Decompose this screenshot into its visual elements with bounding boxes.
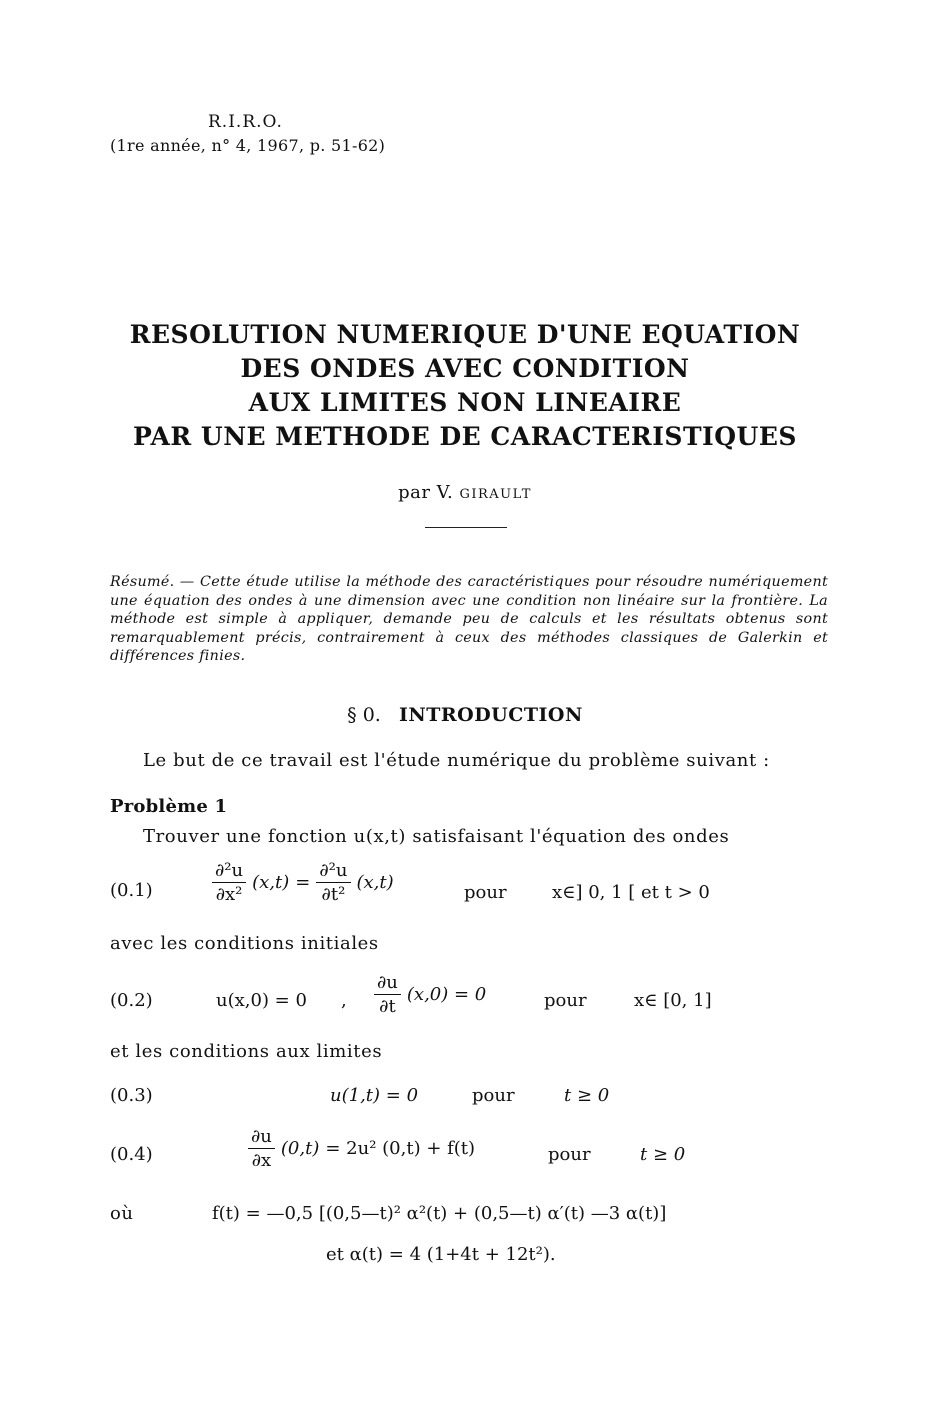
equation-0-2 bbox=[374, 972, 486, 1017]
eq-0-2-pour: pour bbox=[544, 990, 587, 1011]
equation-0-4 bbox=[248, 1126, 475, 1171]
author-line bbox=[0, 482, 930, 503]
problem-heading: Problème 1 bbox=[110, 796, 228, 817]
eq-0-1-rhs-arg: (x,t) bbox=[356, 872, 394, 893]
eq-0-2-domain: x∈ [0, 1] bbox=[634, 990, 712, 1011]
where-text: où bbox=[110, 1203, 134, 1224]
eq-0-2-arg: (x,0) = 0 bbox=[406, 984, 487, 1005]
initial-conditions-text: avec les conditions initiales bbox=[110, 933, 379, 954]
equation-0-1 bbox=[212, 860, 394, 905]
eq-0-3-expr: u(1,t) = 0 bbox=[330, 1085, 419, 1106]
eq-0-1-rhs-den: ∂t² bbox=[321, 884, 346, 905]
eq-0-4-pour: pour bbox=[548, 1144, 591, 1165]
journal-name: R.I.R.O. bbox=[208, 112, 283, 132]
problem-text: Trouver une fonction u(x,t) satisfaisant l'équation des ondes bbox=[143, 826, 730, 847]
eq-0-3-pour: pour bbox=[472, 1085, 515, 1106]
eq-0-1-pour: pour bbox=[464, 882, 507, 903]
alpha-definition: et α(t) = 4 (1+4t + 12t²). bbox=[326, 1244, 556, 1265]
eq-0-2-part1: u(x,0) = 0 bbox=[216, 990, 307, 1011]
title-line-1: RESOLUTION NUMERIQUE D'UNE EQUATION bbox=[129, 320, 801, 349]
eq-0-4-rhs: = 2u² (0,t) + f(t) bbox=[325, 1138, 476, 1159]
divider bbox=[425, 527, 507, 528]
title-line-3: AUX LIMITES NON LINEAIRE bbox=[248, 388, 682, 417]
abstract bbox=[110, 573, 828, 666]
eq-0-1-rhs-num: ∂²u bbox=[316, 860, 350, 883]
author-name: GIRAULT bbox=[459, 487, 532, 502]
intro-paragraph: Le but de ce travail est l'étude numérique du problème suivant : bbox=[143, 750, 770, 771]
eq-0-2-comma: , bbox=[341, 990, 347, 1011]
eq-0-4-fraction bbox=[248, 1126, 275, 1171]
eq-0-2-label: (0.2) bbox=[110, 990, 153, 1011]
eq-0-3-label: (0.3) bbox=[110, 1085, 153, 1106]
section-number: § 0. bbox=[347, 704, 381, 726]
eq-0-1-domain: x∈] 0, 1 [ et t > 0 bbox=[552, 882, 710, 903]
abstract-text: Cette étude utilise la méthode des caractéristiques pour résoudre numériquement une équation des ondes à une dimension avec une condition non linéaire sur la frontière. La méthode est simple à appliquer, demande peu de calculs et les résultats obtenus sont remarquablement précis, contrairement à ceux des méthodes classiques de Galerkin et différences finies. bbox=[110, 574, 828, 665]
eq-0-4-num: ∂u bbox=[248, 1126, 275, 1149]
journal-issue: (1re année, n° 4, 1967, p. 51-62) bbox=[110, 136, 386, 155]
eq-0-1-rhs-fraction bbox=[316, 860, 350, 905]
eq-0-1-lhs-arg: (x,t) bbox=[252, 872, 290, 893]
eq-0-2-fraction bbox=[374, 972, 401, 1017]
title-line-2: DES ONDES AVEC CONDITION bbox=[240, 354, 690, 383]
eq-0-1-equals: = bbox=[295, 872, 311, 893]
eq-0-4-arg: (0,t) bbox=[280, 1138, 320, 1159]
abstract-label: Résumé. — bbox=[110, 574, 195, 590]
eq-0-4-domain: t ≥ 0 bbox=[640, 1144, 686, 1165]
eq-0-1-label: (0.1) bbox=[110, 880, 153, 901]
eq-0-1-lhs-den: ∂x² bbox=[215, 884, 243, 905]
eq-0-1-lhs-fraction bbox=[212, 860, 246, 905]
eq-0-2-num: ∂u bbox=[374, 972, 401, 995]
section-title: INTRODUCTION bbox=[398, 704, 583, 726]
eq-0-1-lhs-num: ∂²u bbox=[212, 860, 246, 883]
eq-0-4-label: (0.4) bbox=[110, 1144, 153, 1165]
author-prefix: par V. bbox=[398, 482, 454, 503]
section-heading bbox=[0, 704, 930, 726]
eq-0-2-den: ∂t bbox=[379, 996, 396, 1017]
eq-0-4-den: ∂x bbox=[251, 1150, 272, 1171]
f-definition: f(t) = —0,5 [(0,5—t)² α²(t) + (0,5—t) α′(t) —3 α(t)] bbox=[212, 1203, 667, 1224]
boundary-conditions-text: et les conditions aux limites bbox=[110, 1041, 383, 1062]
eq-0-3-domain: t ≥ 0 bbox=[564, 1085, 610, 1106]
title-line-4: PAR UNE METHODE DE CARACTERISTIQUES bbox=[133, 422, 797, 451]
